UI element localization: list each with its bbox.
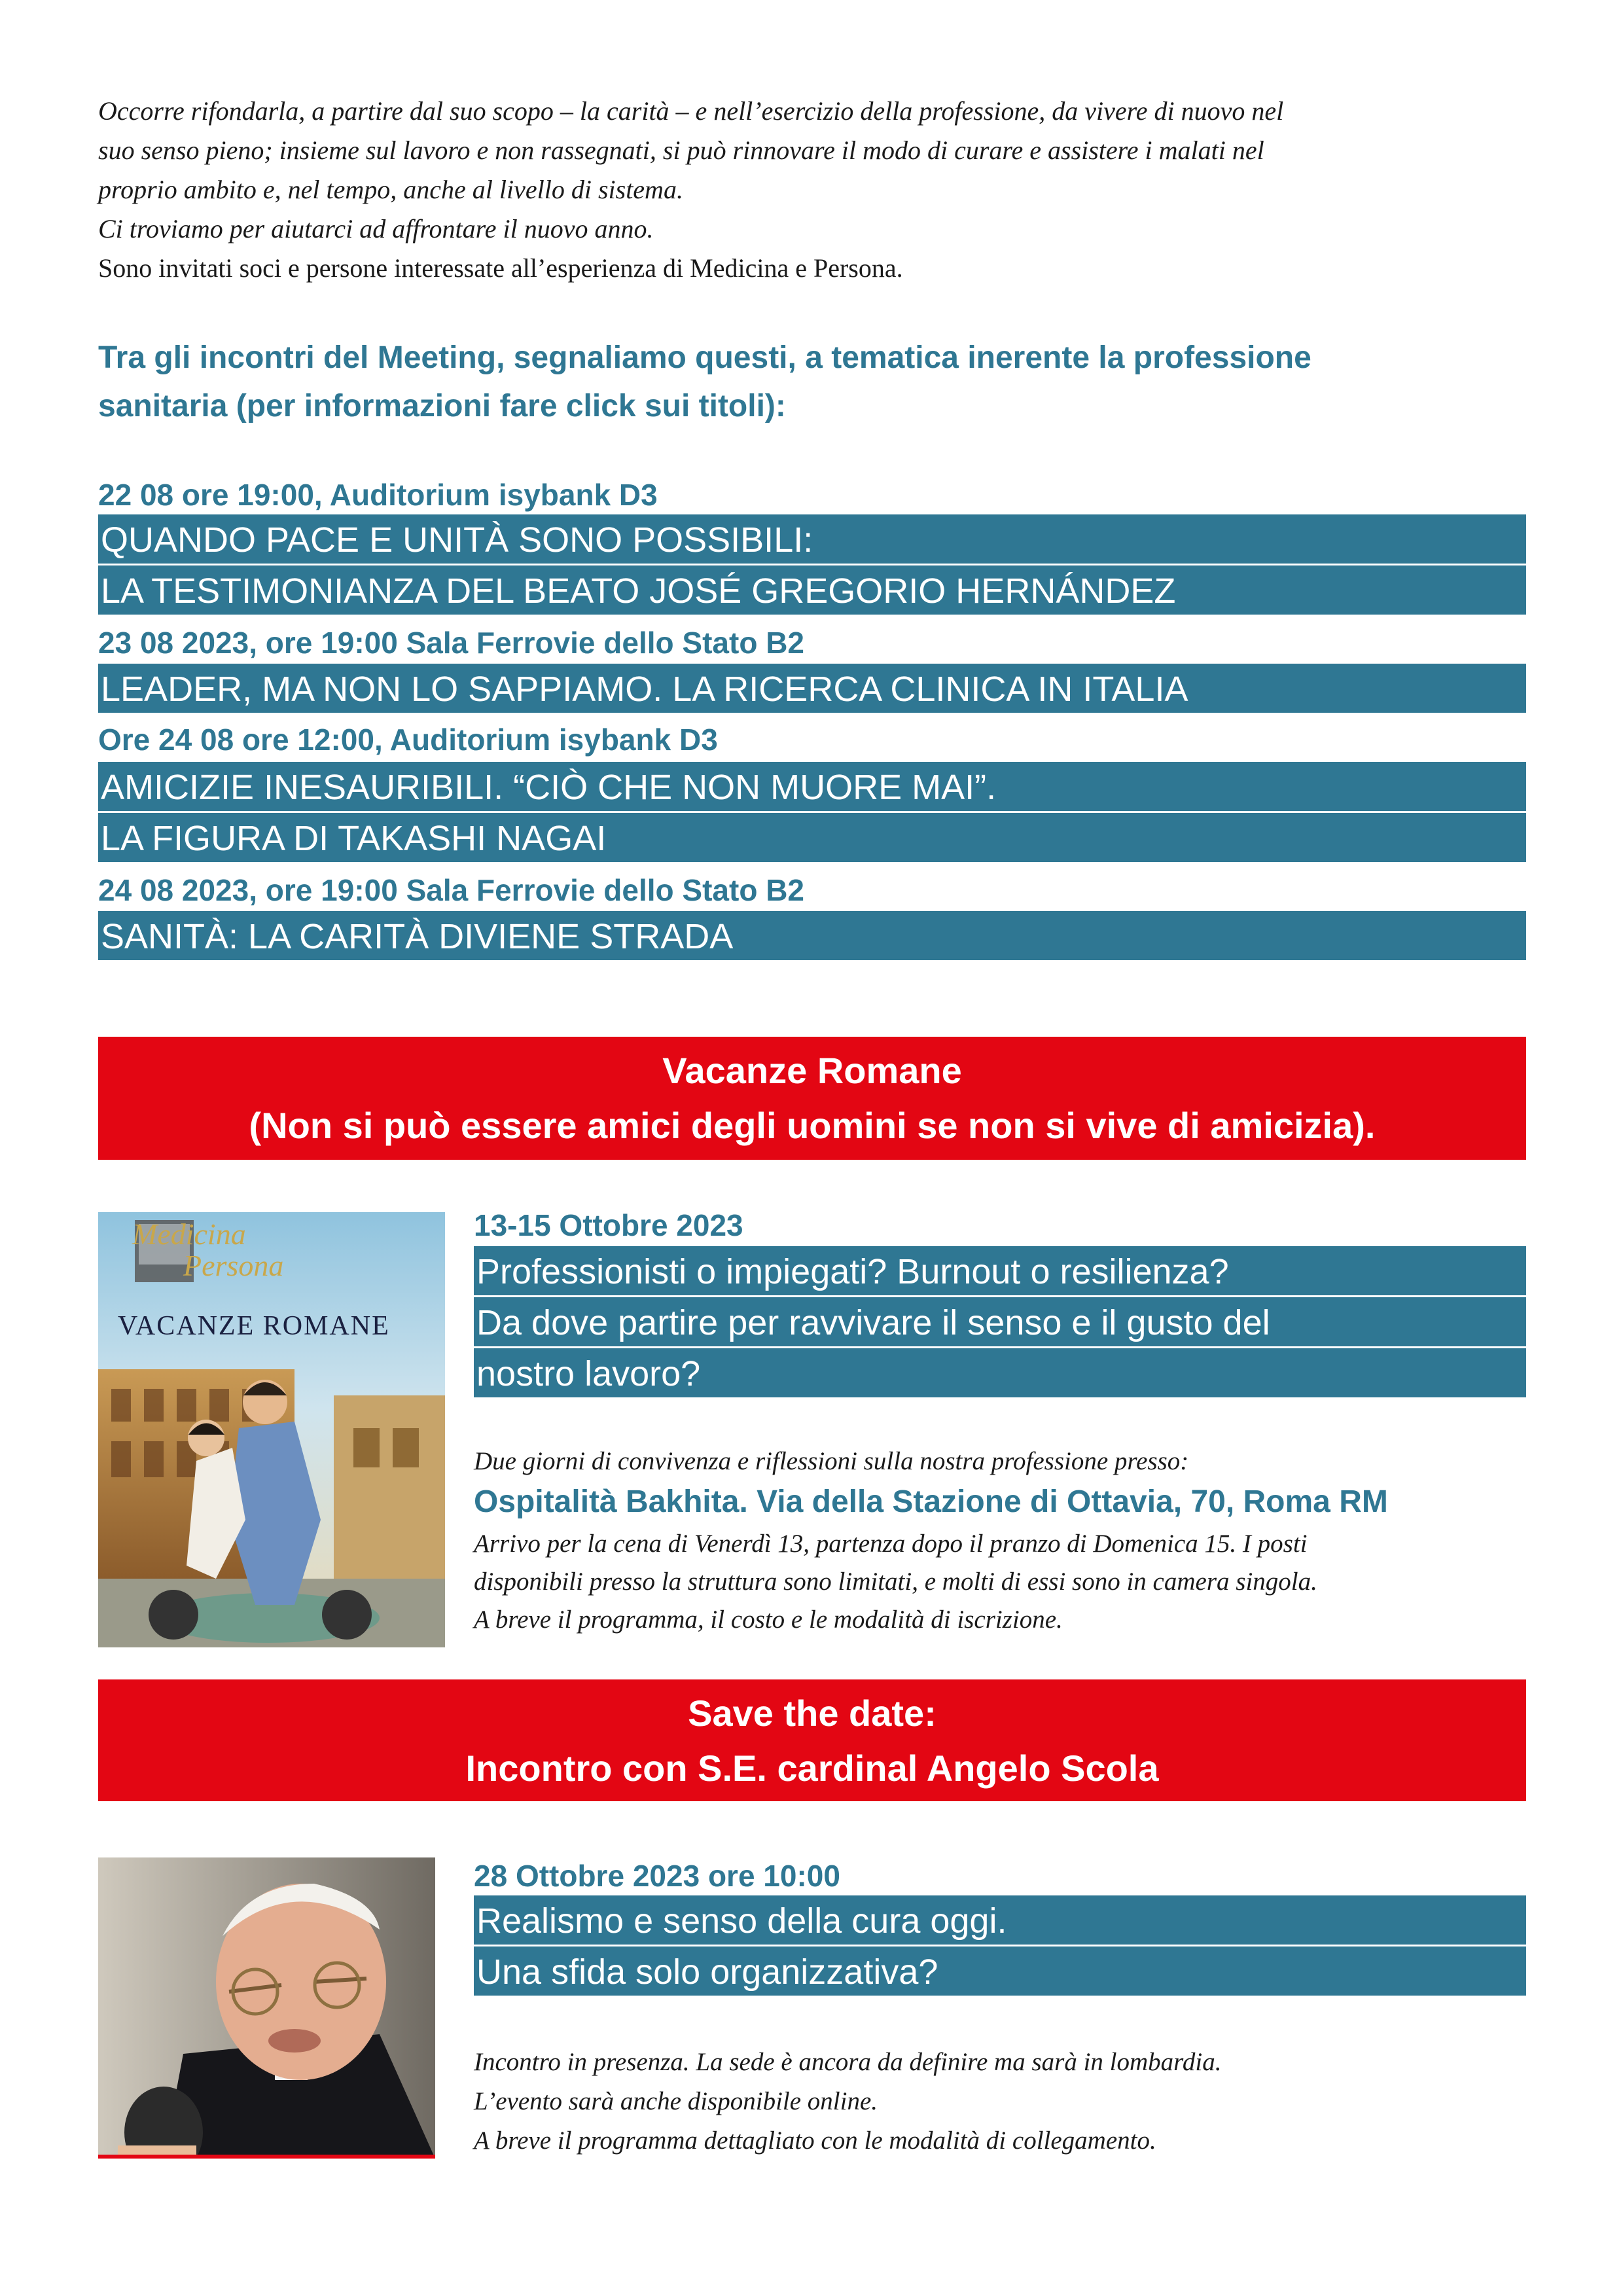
banner-line: Vacanze Romane <box>662 1050 962 1091</box>
vacanze-detail: A breve il programma, il costo e le modalità di iscrizione. <box>474 1605 1063 1634</box>
meeting-heading-line: Tra gli incontri del Meeting, segnaliamo questi, a tematica inerente la professione <box>98 340 1311 375</box>
vacanze-detail: Arrivo per la cena di Venerdì 13, partenza dopo il pranzo di Domenica 15. I posti <box>474 1530 1308 1558</box>
intro-text <box>98 92 1525 288</box>
poster-brand: Medicina <box>132 1217 246 1251</box>
portrait-photo <box>98 1857 435 2159</box>
event-when: Ore 24 08 ore 12:00, Auditorium isybank D3 <box>98 723 718 757</box>
banner-line: (Non si può essere amici degli uomini se non si vive di amicizia). <box>249 1105 1376 1146</box>
vacanze-venue: Ospitalità Bakhita. Via della Stazione di Ottavia, 70, Roma RM <box>474 1484 1388 1519</box>
intro-line: Sono invitati soci e persone interessate all’esperienza di Medicina e Persona. <box>98 253 903 283</box>
vacanze-date: 13-15 Ottobre 2023 <box>474 1208 743 1242</box>
event-title-link[interactable]: LA FIGURA DI TAKASHI NAGAI <box>98 813 1526 864</box>
scola-title-line: Una sfida solo organizzativa? <box>474 1946 1526 1998</box>
vacanze-title-line: nostro lavoro? <box>474 1348 1526 1399</box>
intro-line: Occorre rifondarla, a partire dal suo scopo – la carità – e nell’esercizio della professione, da vivere di nuovo nel <box>98 96 1284 126</box>
vacanze-desc: Due giorni di convivenza e riflessioni sulla nostra professione presso: <box>474 1447 1189 1475</box>
event-title-link[interactable]: LEADER, MA NON LO SAPPIAMO. LA RICERCA CLINICA IN ITALIA <box>98 664 1526 715</box>
event-title-link[interactable]: QUANDO PACE E UNITÀ SONO POSSIBILI: <box>98 514 1526 565</box>
intro-line: proprio ambito e, nel tempo, anche al livello di sistema. <box>98 175 683 204</box>
event-when: 24 08 2023, ore 19:00 Sala Ferrovie dello Stato B2 <box>98 873 805 907</box>
vacanze-banner <box>98 1037 1526 1160</box>
poster-brand: Persona <box>183 1249 284 1282</box>
save-the-date-banner <box>98 1679 1526 1801</box>
vacanze-detail: disponibili presso la struttura sono limitati, e molti di essi sono in camera singola. <box>474 1568 1317 1596</box>
event-title-link[interactable]: SANITÀ: LA CARITÀ DIVIENE STRADA <box>98 911 1526 962</box>
vacanze-romane-poster <box>98 1212 445 1647</box>
event-title-link[interactable]: LA TESTIMONIANZA DEL BEATO JOSÉ GREGORIO HERNÁNDEZ <box>98 565 1526 617</box>
intro-line: suo senso pieno; insieme sul lavoro e non rassegnati, si può rinnovare il modo di curare e assistere i malati nel <box>98 135 1264 165</box>
scola-detail: Incontro in presenza. La sede è ancora da definire ma sarà in lombardia. <box>474 2048 1222 2076</box>
event-when: 22 08 ore 19:00, Auditorium isybank D3 <box>98 478 658 512</box>
intro-line: Ci troviamo per aiutarci ad affrontare il nuovo anno. <box>98 214 654 243</box>
banner-line: Incontro con S.E. cardinal Angelo Scola <box>465 1748 1159 1789</box>
scola-title-line: Realismo e senso della cura oggi. <box>474 1895 1526 1946</box>
poster-title: VACANZE ROMANE <box>118 1311 390 1341</box>
cardinal-portrait <box>98 1857 435 2159</box>
vacanze-title-line: Da dove partire per ravvivare il senso e il gusto del <box>474 1297 1526 1348</box>
scola-detail: L’evento sarà anche disponibile online. <box>474 2087 878 2115</box>
scola-date: 28 Ottobre 2023 ore 10:00 <box>474 1859 840 1893</box>
event-title-link[interactable]: AMICIZIE INESAURIBILI. “CIÒ CHE NON MUORE MAI”. <box>98 762 1526 813</box>
meeting-heading-line: sanitaria (per informazioni fare click sui titoli): <box>98 389 786 423</box>
portrait-accent-line <box>98 2155 435 2159</box>
scola-detail: A breve il programma dettagliato con le modalità di collegamento. <box>474 2126 1156 2155</box>
vacanze-title-line: Professionisti o impiegati? Burnout o resilienza? <box>474 1246 1526 1297</box>
meeting-heading <box>98 334 1525 431</box>
event-when: 23 08 2023, ore 19:00 Sala Ferrovie dello Stato B2 <box>98 626 805 660</box>
banner-line: Save the date: <box>688 1693 936 1734</box>
